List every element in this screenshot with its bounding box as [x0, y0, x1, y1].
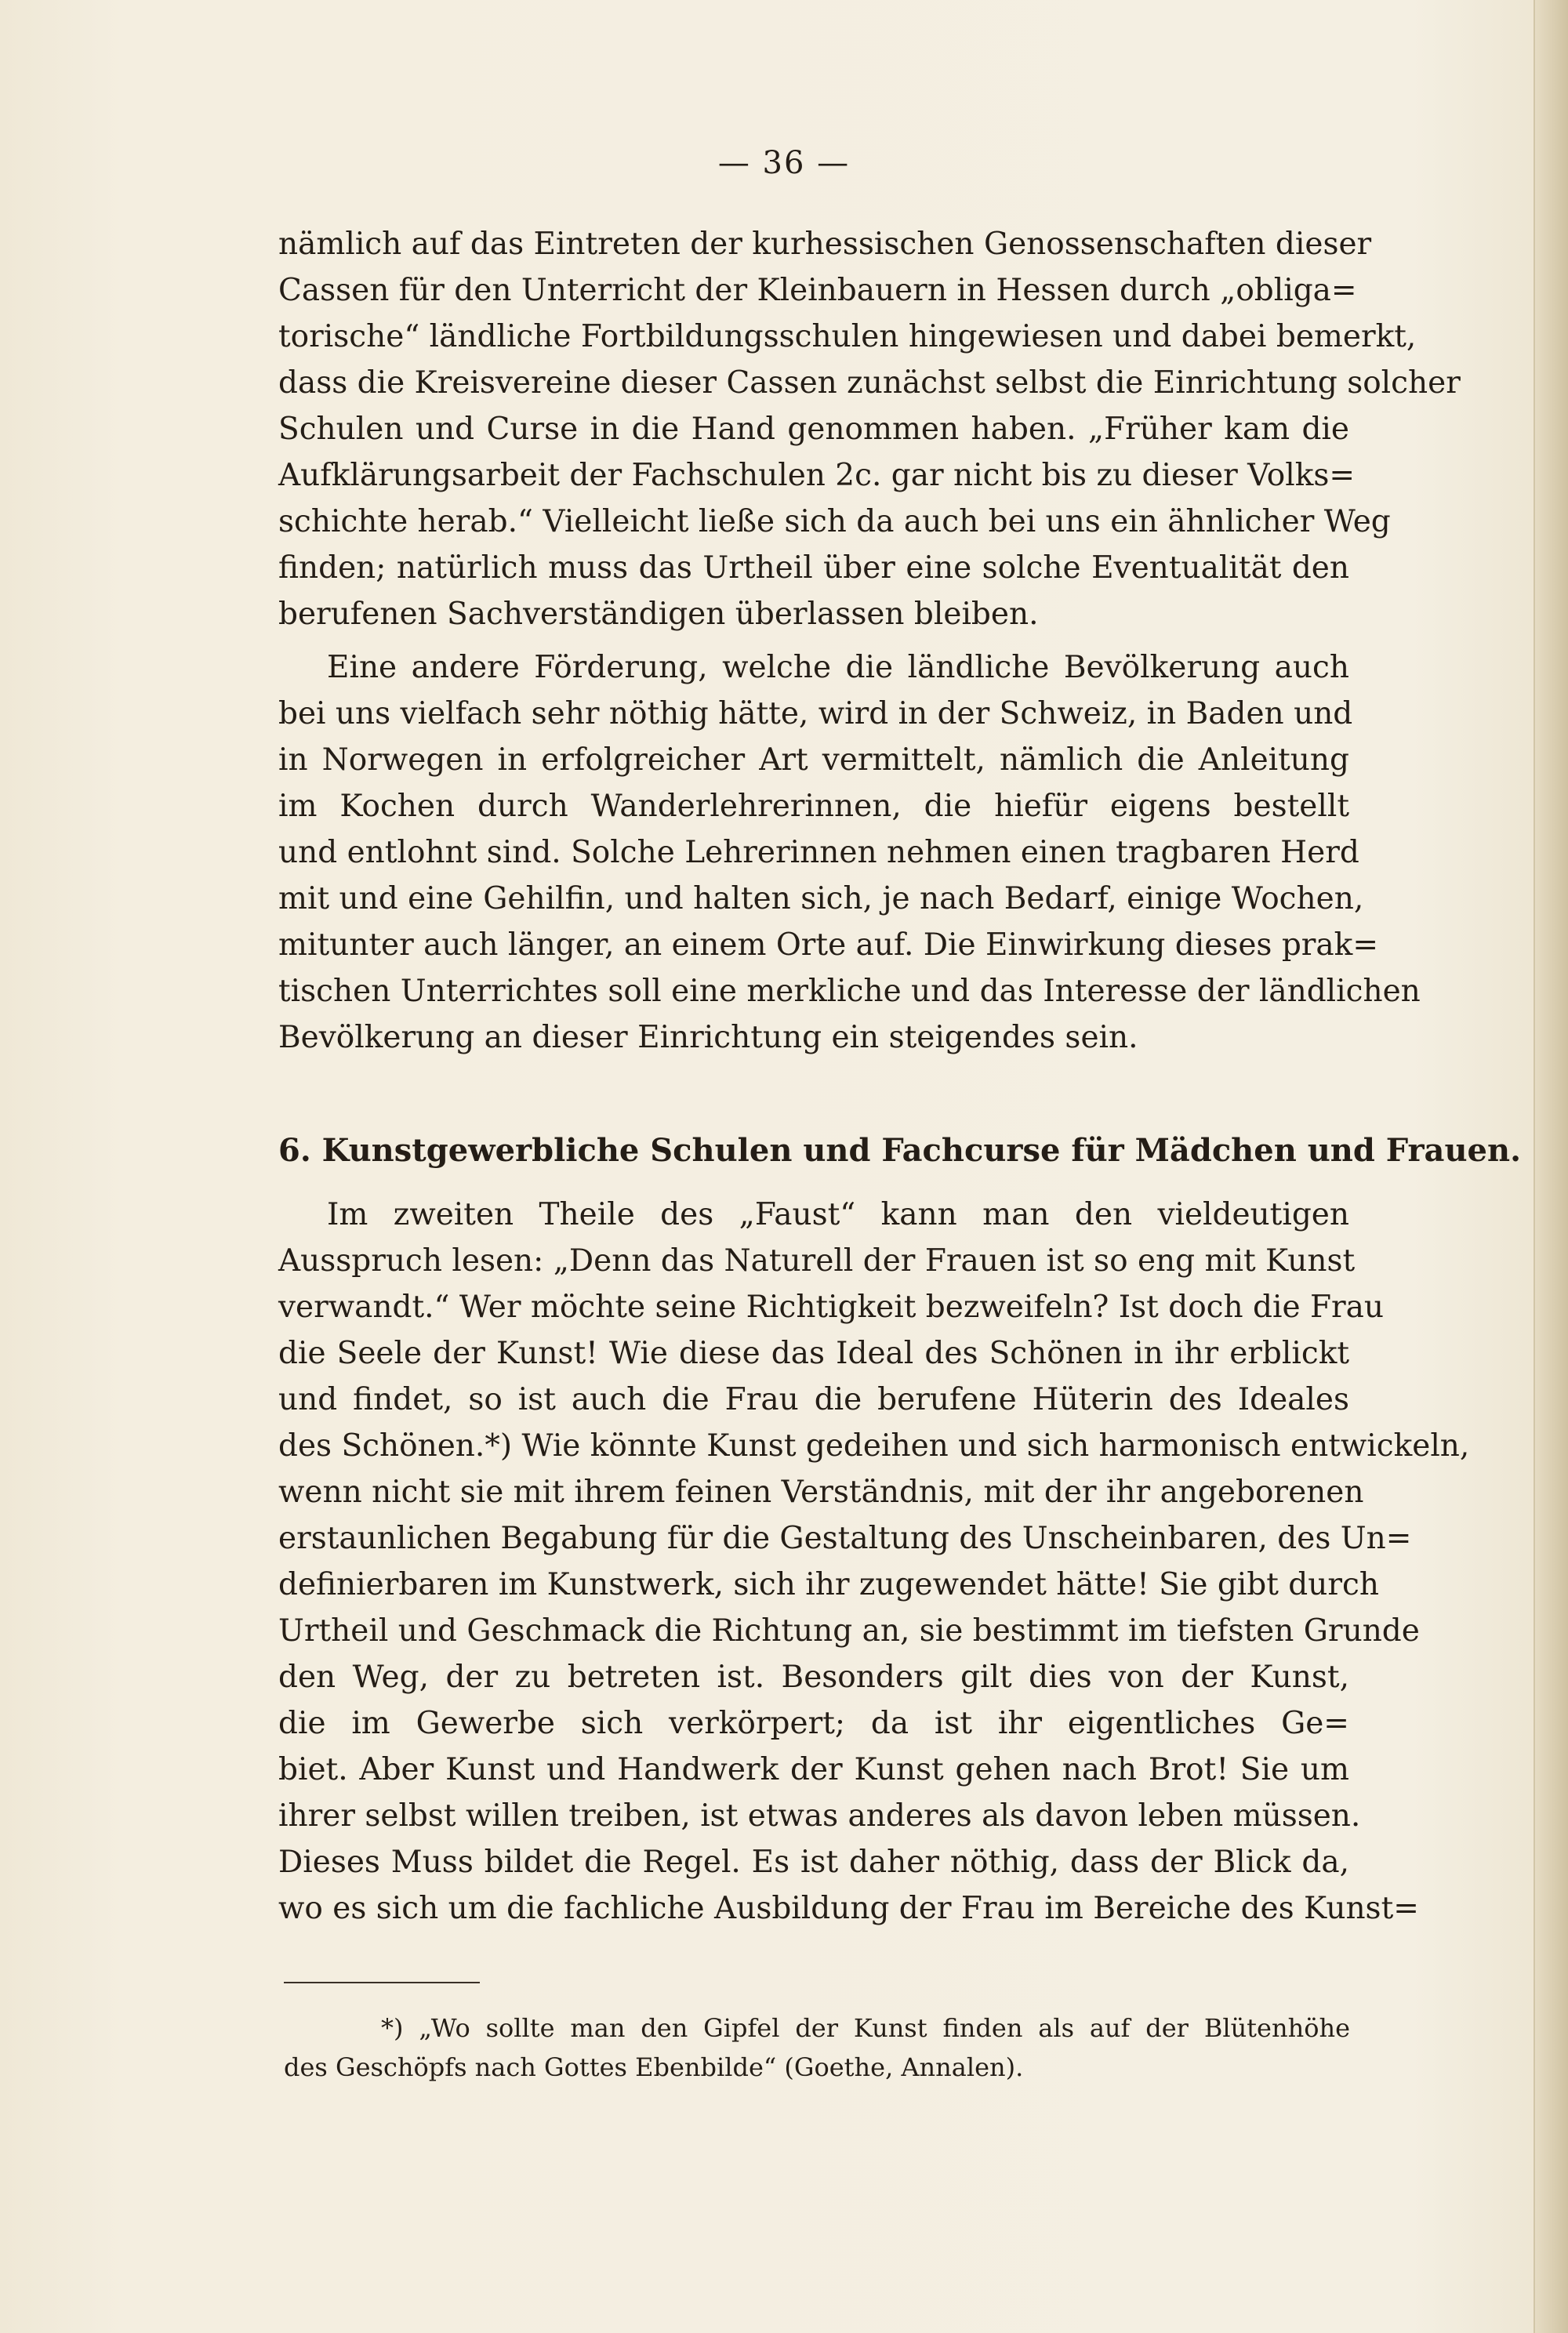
- footnote-line: *) „Wo sollte man den Gipfel der Kunst finden als auf der Blütenhöhe: [381, 2013, 1350, 2043]
- footnote-divider: [284, 1982, 480, 1983]
- text-line: schichte herab.“ Vielleicht ließe sich da auch bei uns ein ähnlicher Weg: [278, 504, 1391, 539]
- paragraph-2: [278, 644, 1421, 1061]
- text-line: erstaunlichen Begabung für die Gestaltung des Unscheinbaren, des Un=: [278, 1521, 1412, 1556]
- text-line: definierbaren im Kunstwerk, sich ihr zugewendet hätte! Sie gibt durch: [278, 1567, 1379, 1602]
- footnote: [284, 2008, 1350, 2087]
- text-line: Eine andere Förderung, welche die ländliche Bevölkerung auch: [327, 650, 1349, 685]
- section-heading: 6. Kunstgewerbliche Schulen und Fachcurse für Mädchen und Frauen.: [278, 1132, 1521, 1169]
- text-line: mit und eine Gehilfin, und halten sich, je nach Bedarf, einige Wochen,: [278, 881, 1364, 916]
- text-line: Aufklärungsarbeit der Fachschulen 2c. gar nicht bis zu dieser Volks=: [278, 458, 1356, 493]
- text-line: Bevölkerung an dieser Einrichtung ein steigendes sein.: [278, 1020, 1138, 1055]
- text-line: biet. Aber Kunst und Handwerk der Kunst gehen nach Brot! Sie um: [278, 1752, 1349, 1787]
- text-line: ihrer selbst willen treiben, ist etwas anderes als davon leben müssen.: [278, 1798, 1361, 1834]
- text-line: finden; natürlich muss das Urtheil über eine solche Eventualität den: [278, 550, 1349, 586]
- text-line: die im Gewerbe sich verkörpert; da ist ihr eigentliches Ge=: [278, 1706, 1349, 1741]
- text-line: in Norwegen in erfolgreicher Art vermittelt, nämlich die Anleitung: [278, 742, 1349, 778]
- text-line: des Schönen.*) Wie könnte Kunst gedeihen und sich harmonisch entwickeln,: [278, 1428, 1470, 1464]
- text-line: den Weg, der zu betreten ist. Besonders gilt dies von der Kunst,: [278, 1660, 1349, 1695]
- paragraph-1: [278, 221, 1461, 637]
- text-line: verwandt.“ Wer möchte seine Richtigkeit bezweifeln? Ist doch die Frau: [278, 1290, 1385, 1325]
- footnote-line: des Geschöpfs nach Gottes Ebenbilde“ (Goethe, Annalen).: [284, 2052, 1024, 2082]
- text-line: und entlohnt sind. Solche Lehrerinnen nehmen einen tragbaren Herd: [278, 835, 1359, 870]
- text-line: Dieses Muss bildet die Regel. Es ist daher nöthig, dass der Blick da,: [278, 1845, 1349, 1880]
- text-line: tischen Unterrichtes soll eine merkliche und das Interesse der ländlichen: [278, 974, 1421, 1009]
- text-line: torische“ ländliche Fortbildungsschulen hingewiesen und dabei bemerkt,: [278, 319, 1417, 354]
- text-line: und findet, so ist auch die Frau die berufene Hüterin des Ideales: [278, 1382, 1349, 1417]
- paragraph-3: [278, 1192, 1470, 1932]
- text-line: Im zweiten Theile des „Faust“ kann man den vieldeutigen: [327, 1197, 1349, 1232]
- text-line: im Kochen durch Wanderlehrerinnen, die hiefür eigens bestellt: [278, 789, 1349, 824]
- text-line: Schulen und Curse in die Hand genommen haben. „Früher kam die: [278, 412, 1349, 447]
- text-line: mitunter auch länger, an einem Orte auf. Die Einwirkung dieses prak=: [278, 927, 1378, 963]
- page-edge: [1534, 0, 1568, 2333]
- page-number: — 36 —: [717, 145, 851, 181]
- text-line: wenn nicht sie mit ihrem feinen Verständnis, mit der ihr angeborenen: [278, 1475, 1364, 1510]
- text-line: berufenen Sachverständigen überlassen bleiben.: [278, 597, 1039, 632]
- text-line: bei uns vielfach sehr nöthig hätte, wird in der Schweiz, in Baden und: [278, 696, 1353, 731]
- text-line: Ausspruch lesen: „Denn das Naturell der Frauen ist so eng mit Kunst: [278, 1243, 1356, 1279]
- text-line: Urtheil und Geschmack die Richtung an, sie bestimmt im tiefsten Grunde: [278, 1613, 1420, 1649]
- text-line: nämlich auf das Eintreten der kurhessischen Genossenschaften dieser: [278, 227, 1372, 262]
- text-line: dass die Kreisvereine dieser Cassen zunächst selbst die Einrichtung solcher: [278, 365, 1461, 401]
- text-line: wo es sich um die fachliche Ausbildung der Frau im Bereiche des Kunst=: [278, 1891, 1419, 1926]
- text-line: die Seele der Kunst! Wie diese das Ideal des Schönen in ihr erblickt: [278, 1336, 1349, 1371]
- text-line: Cassen für den Unterricht der Kleinbauern in Hessen durch „obliga=: [278, 273, 1357, 308]
